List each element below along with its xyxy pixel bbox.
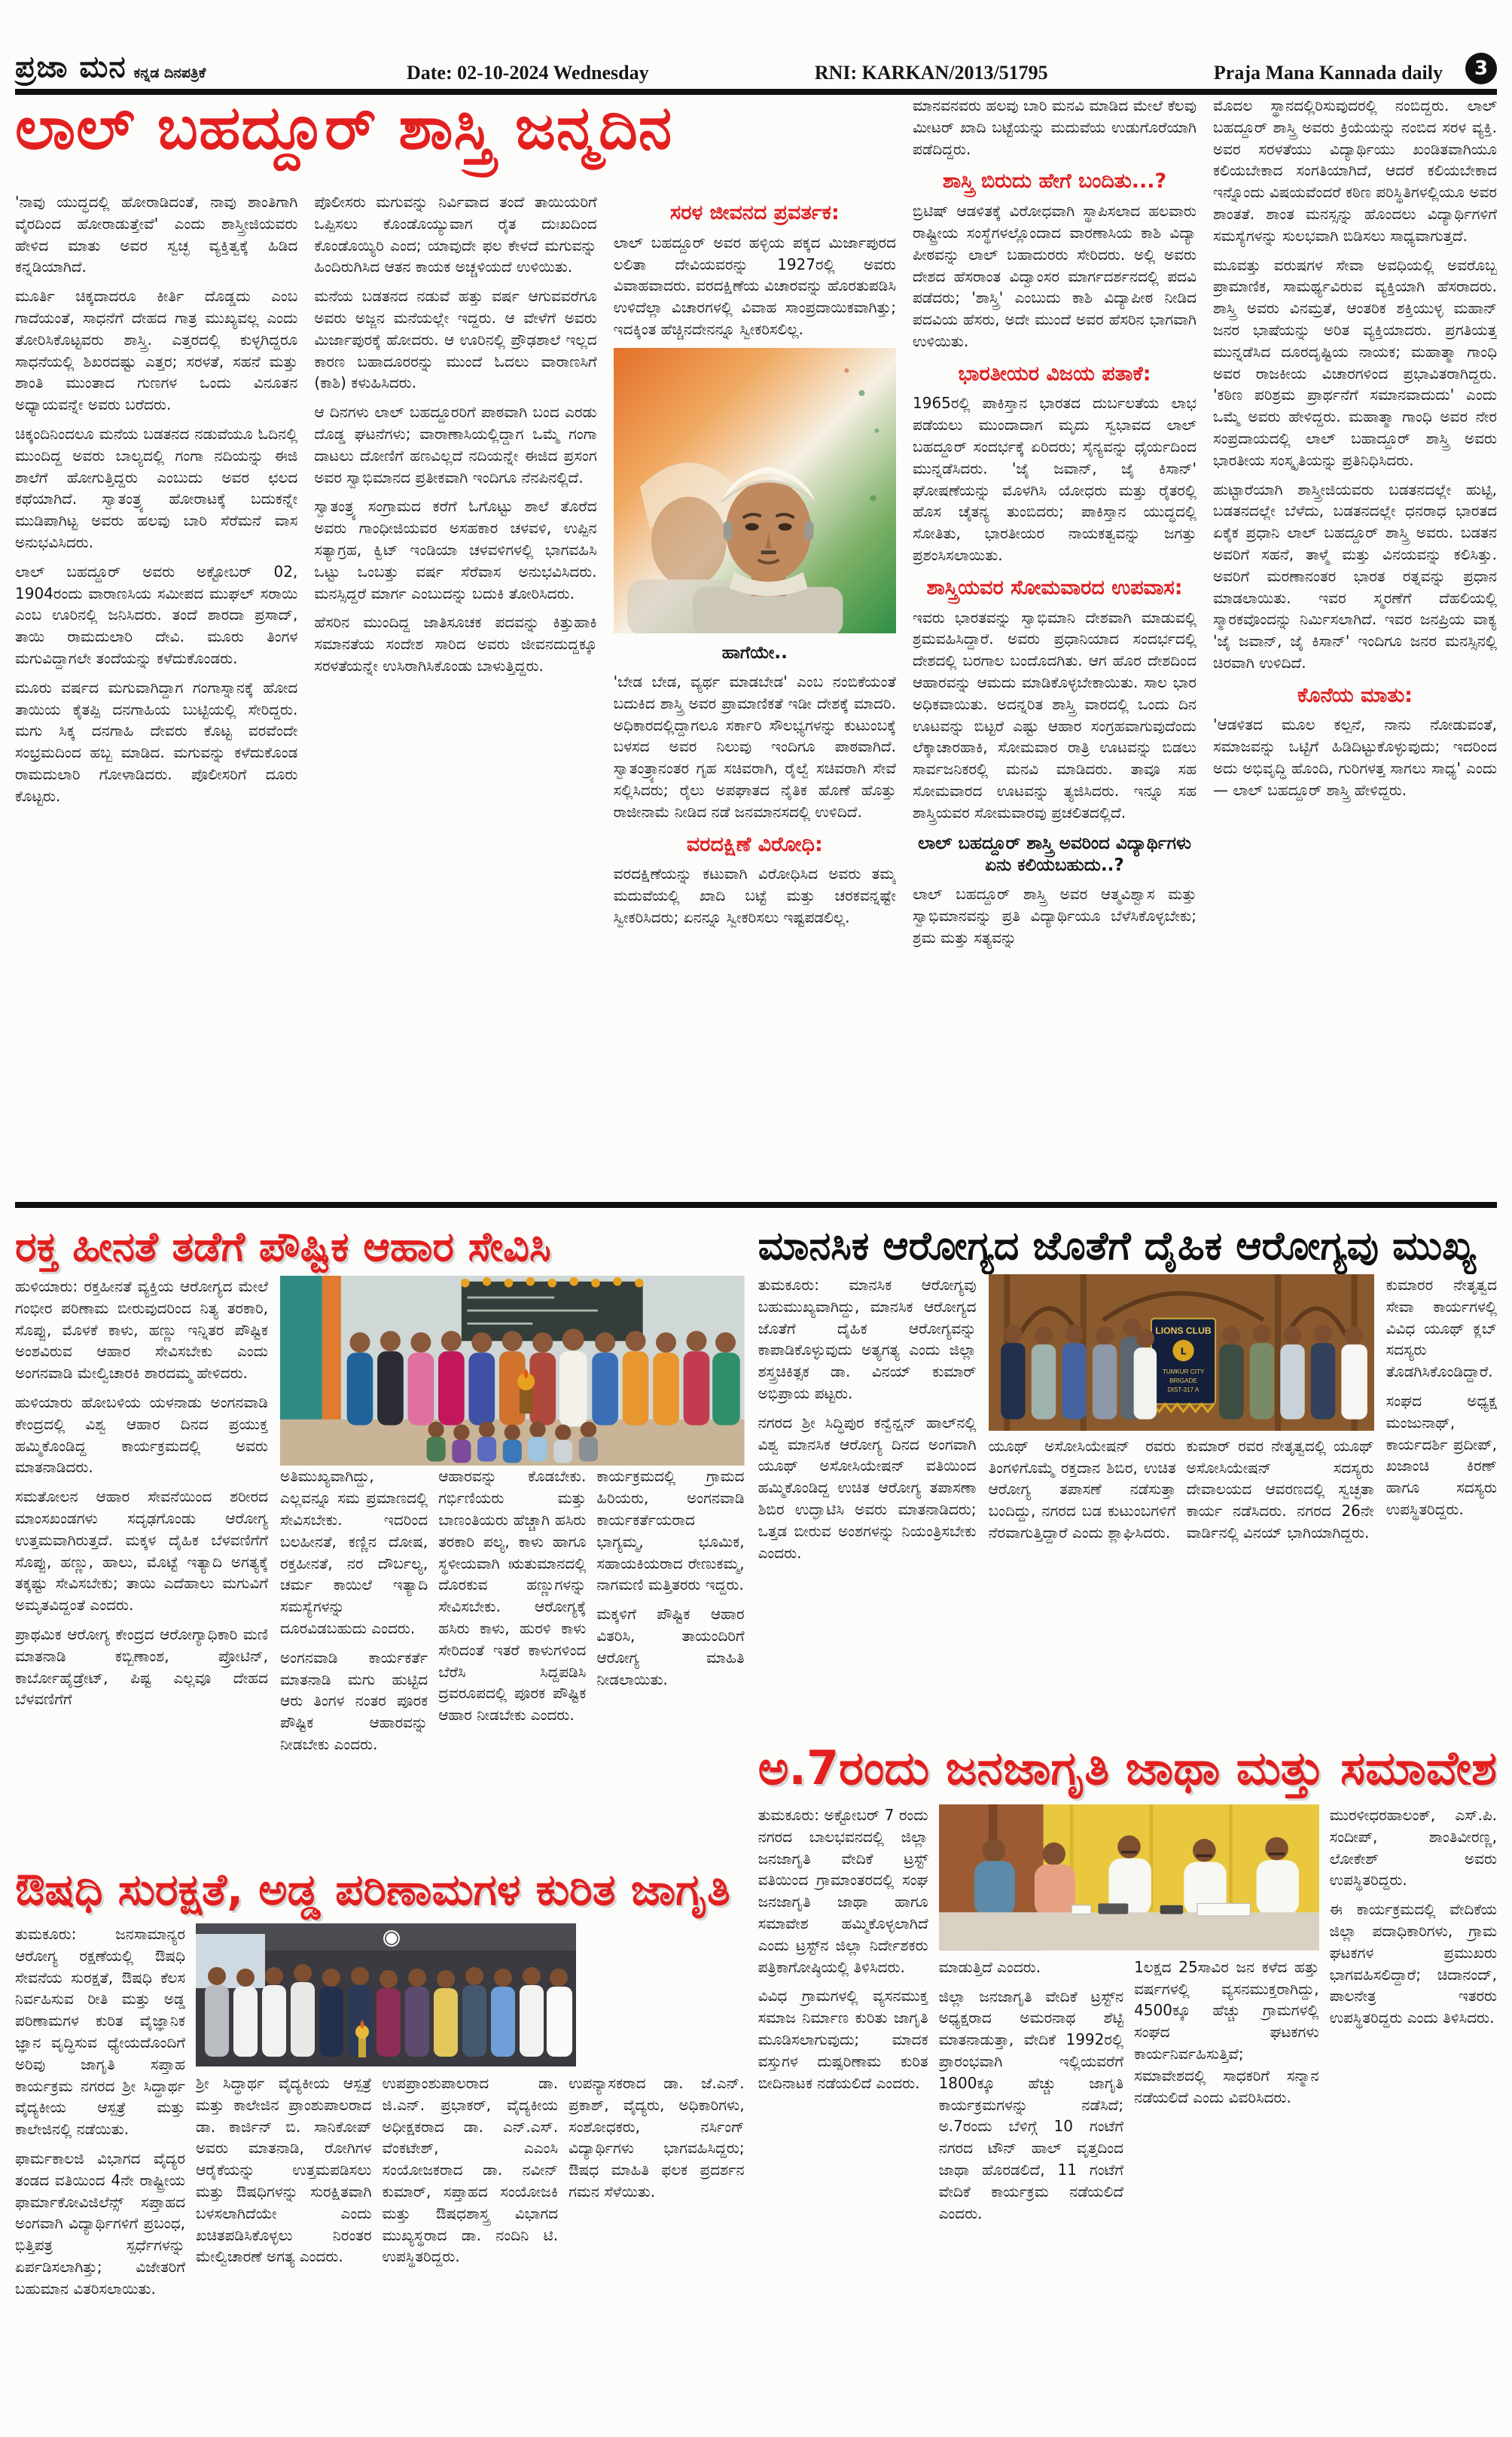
text-column: [989, 1435, 1176, 1726]
sub-heading: ಸರಳ ಜೀವನದ ಪ್ರವರ್ತಕ:: [669, 201, 840, 224]
photo-press-meet: [939, 1804, 1319, 1951]
paragraph: ಹೆಸರಿನ ಮುಂದಿದ್ದ ಜಾತಿಸೂಚಕ ಪದವನ್ನು ಕಿತ್ತುಹಾಕಿ ಸಮಾನತೆಯ ಸಂದೇಶ ಸಾರಿದ ಅವರು ಜೀವನದುದ್ದಕ್ಕೂ ಸರಳತೆಯನ್ನೇ ಉಸಿರಾಗಿಸಿಕೊಂಡು ಬಾಳುತ್ತಿದ್ದರು.: [314, 613, 597, 675]
sub-heading: ಕೊನೆಯ ಮಾತು:: [1297, 683, 1413, 707]
paragraph: ಸಂಘದ ಅಧ್ಯಕ್ಷ ಮಂಜುನಾಥ್, ಕಾರ್ಯದರ್ಶಿ ಪ್ರದೀಪ್, ಖಜಾಂಚಿ ಕಿರಣ್ ಹಾಗೂ ಸದಸ್ಯರು ಉಪಸ್ಥಿತರಿದ್ದರು.: [1385, 1391, 1497, 1518]
paragraph: 'ನಾವು ಯುದ್ಧದಲ್ಲಿ ಹೋರಾಡಿದಂತೆ, ನಾವು ಶಾಂತಿಗಾಗಿ ವೈರದಿಂದ ಹೋರಾಡುತ್ತೇವೆ' ಎಂದು ಶಾಸ್ತ್ರೀಜಿಯವರು ಹೇಳಿದ ಮಾತು ಅವರ ಸ್ವಚ್ಛ ವ್ಯಕ್ತಿತ್ವಕ್ಕೆ ಹಿಡಿದ ಕನ್ನಡಿಯಾಗಿದೆ.: [15, 193, 298, 276]
photo-anganwadi-group: [280, 1276, 745, 1466]
text-column: [15, 1923, 185, 2423]
paragraph: ಹುಳಿಯಾರು: ರಕ್ತಹೀನತೆ ವ್ಯಕ್ತಿಯ ಆರೋಗ್ಯದ ಮೇಲೆ ಗಂಭೀರ ಪರಿಣಾಮ ಬೀರುವುದರಿಂದ ನಿತ್ಯ ತರಕಾರಿ, ಸೊಪ್ಪು, ಮೊಳಕೆ ಕಾಳು, ಹಣ್ಣು ಇನ್ನಿತರ ಪೌಷ್ಟಿಕ ಅಂಶವಿರುವ ಆಹಾರ ಸೇವಿಸಬೇಕು ಎಂದು ಅಂಗನವಾಡಿ ಮೇಲ್ವಿಚಾರಕಿ ಶಾರದಮ್ಮ ಹೇಳಿದರು.: [15, 1277, 268, 1383]
paragraph: ಮೂರು ವರ್ಷದ ಮಗುವಾಗಿದ್ದಾಗ ಗಂಗಾಸ್ನಾನಕ್ಕೆ ಹೋದ ತಾಯಿಯ ಕೈತಪ್ಪಿ ದನಗಾಹಿಯ ಬುಟ್ಟಿಯಲ್ಲಿ ಸೇರಿದ್ದರು. ಮಗು ಸಿಕ್ಕ ದನಗಾಹಿ ದೇವರು ಕೊಟ್ಟ ವರವೆಂದೇ ಸಂಭ್ರಮದಿಂದ ಹಬ್ಬ ಮಾಡಿದ. ಮಗುವನ್ನು ಕಳೆದುಕೊಂಡ ರಾಮದುಲಾರಿ ಗೋಳಾಡಿದರು. ಪೊಲೀಸರಿಗೆ ದೂರು ಕೊಟ್ಟರು.: [15, 678, 298, 805]
text-column: [758, 1274, 977, 1726]
headline-medicine-safety: ಔಷಧಿ ಸುರಕ್ಷತೆ, ಅಡ್ಡ ಪರಿಣಾಮಗಳ ಕುರಿತ ಜಾಗೃತಿ: [15, 1864, 730, 1915]
text-column: [939, 1957, 1124, 2423]
masthead: [15, 42, 1497, 95]
paragraph: ಸ್ವಾತಂತ್ರ್ಯ ಸಂಗ್ರಾಮದ ಕರೆಗೆ ಓಗೊಟ್ಟು ಶಾಲೆ ತೊರೆದ ಅವರು ಗಾಂಧೀಜಿಯವರ ಅಸಹಕಾರ ಚಳವಳಿ, ಉಪ್ಪಿನ ಸತ್ಯಾಗ್ರಹ, ಕ್ವಿಟ್ ಇಂಡಿಯಾ ಚಳವಳಿಗಳಲ್ಲಿ ಭಾಗವಹಿಸಿ ಒಟ್ಟು ಒಂಬತ್ತು ವರ್ಷ ಸೆರೆವಾಸ ಅನುಭವಿಸಿದರು. ಮನಸ್ಸಿದ್ದರೆ ಮಾರ್ಗ ಎಂಬುದನ್ನು ಬದುಕಿ ತೋರಿಸಿದರು.: [314, 497, 597, 602]
svg-text:LIONS CLUB: LIONS CLUB: [1154, 1325, 1212, 1337]
paragraph: ಮೂರ್ತಿ ಚಿಕ್ಕದಾದರೂ ಕೀರ್ತಿ ದೊಡ್ಡದು ಎಂಬ ಗಾದೆಯಂತೆ, ಸಾಧನೆಗೆ ದೇಹದ ಗಾತ್ರ ಮುಖ್ಯವಲ್ಲ ಎಂದು ತೋರಿಸಿಕೊಟ್ಟವರು ಶಾಸ್ತ್ರಿ. ಎತ್ತರದಲ್ಲಿ ಕುಳ್ಳಗಿದ್ದರೂ ಸಾಧನೆಯಲ್ಲಿ ಶಿಖರದಷ್ಟು ಎತ್ತರ; ಸರಳತೆ, ಸಹನೆ ಮತ್ತು ಶಾಂತಿ ಮುಂತಾದ ಗುಣಗಳ ಒಂದು ವಿನೂತನ ಅಧ್ಯಾಯವನ್ನೇ ಅವರು ಬರೆದರು.: [15, 287, 298, 414]
paragraph: ಜಿಲ್ಲಾ ಜನಜಾಗೃತಿ ವೇದಿಕೆ ಟ್ರಸ್ಟ್‌ನ ಅಧ್ಯಕ್ಷರಾದ ಅಮರನಾಥ ಶೆಟ್ಟಿ ಮಾತನಾಡುತ್ತಾ, ವೇದಿಕೆ 1992ರಲ್ಲಿ ಪ್ರಾರಂಭವಾಗಿ ಇಲ್ಲಿಯವರೆಗೆ 1800ಕ್ಕೂ ಹೆಚ್ಚು ಜಾಗೃತಿ ಕಾರ್ಯಕ್ರಮಗಳನ್ನು ನಡೆಸಿದೆ; ಅ.7ರಂದು ಬೆಳಿಗ್ಗೆ 10 ಗಂಟೆಗೆ ನಗರದ ಟೌನ್ ಹಾಲ್ ವೃತ್ತದಿಂದ ಜಾಥಾ ಹೊರಡಲಿದೆ, 11 ಗಂಟೆಗೆ ವೇದಿಕೆ ಕಾರ್ಯಕ್ರಮ ನಡೆಯಲಿದೆ ಎಂದರು.: [938, 1987, 1124, 2222]
paragraph: ಆಹಾರವನ್ನು ಕೊಡಬೇಕು. ಗರ್ಭಿಣಿಯರು ಮತ್ತು ಬಾಣಂತಿಯರು ಹೆಚ್ಚಾಗಿ ಹಸಿರು ತರಕಾರಿ ಪಲ್ಯ, ಕಾಳು ಹಾಗೂ ಸ್ಥಳೀಯವಾಗಿ ಋತುಮಾನದಲ್ಲಿ ದೊರಕುವ ಹಣ್ಣುಗಳನ್ನು ಸೇವಿಸಬೇಕು. ಆರೋಗ್ಯಕ್ಕೆ ಹಸಿರು ಕಾಳು, ಹುರಳಿ ಕಾಳು ಸೇರಿದಂತೆ ಇತರೆ ಕಾಳುಗಳಿಂದ ಬೆರೆಸಿ ಸಿದ್ದಪಡಿಸಿ ದ್ರವರೂಪದಲ್ಲಿ ಪೂರಕ ಪೌಷ್ಟಿಕ ಆಹಾರ ನೀಡಬೇಕು ಎಂದರು.: [438, 1467, 587, 1725]
headline-anemia: ರಕ್ತ ಹೀನತೆ ತಡೆಗೆ ಪೌಷ್ಟಿಕ ಆಹಾರ ಸೇವಿಸಿ: [15, 1223, 551, 1270]
paragraph: ಲಾಲ್ ಬಹದ್ದೂರ್ ಶಾಸ್ತ್ರಿ ಅವರ ಆತ್ಮವಿಶ್ವಾಸ ಮತ್ತು ಸ್ವಾಭಿಮಾನವನ್ನು ಪ್ರತಿ ವಿದ್ಯಾರ್ಥಿಯೂ ಬೆಳೆಸಿಕೊಳ್ಳಬೇಕು; ಶ್ರಮ ಮತ್ತು ಸತ್ಯವನ್ನು: [913, 885, 1196, 947]
paragraph: ಉಪನ್ಯಾಸಕರಾದ ಡಾ. ಜೆ.ಎನ್. ಪ್ರಕಾಶ್, ವೈದ್ಯರು, ಅಧಿಕಾರಿಗಳು, ಸಂಶೋಧಕರು, ನರ್ಸಿಂಗ್ ವಿದ್ಯಾರ್ಥಿಗಳು ಭಾಗವಹಿಸಿದ್ದರು; ಔಷಧ ಮಾಹಿತಿ ಫಲಕ ಪ್ರದರ್ಶನ ಗಮನ ಸೆಳೆಯಿತು.: [569, 2074, 745, 2201]
paragraph: ಮೊದಲ ಸ್ಥಾನದಲ್ಲಿರಿಸುವುದರಲ್ಲಿ ನಂಬಿದ್ದರು. ಲಾಲ್ ಬಹದ್ದೂರ್ ಶಾಸ್ತ್ರಿ ಅವರು ಕ್ರಿಯೆಯನ್ನು ನಂಬಿದ ಸರಳ ವ್ಯಕ್ತಿ. ಅವರ ಸರಳತೆಯು ವಿದ್ಯಾರ್ಥಿಯು ಖಂಡಿತವಾಗಿಯೂ ಕಲಿಯಬೇಕಾದ ಸಂಗತಿಯಾಗಿದೆ, ಆದರೆ ಕಲಿಯಬೇಕಾದ ಇನ್ನೊಂದು ವಿಷಯವೆಂದರೆ ಕಠಿಣ ಪರಿಸ್ಥಿತಿಗಳಲ್ಲಿಯೂ ಅವರ ಶಾಂತತೆ. ಶಾಂತ ಮನಸ್ಸನ್ನು ಹೊಂದಲು ವಿದ್ಯಾರ್ಥಿಗಳಿಗೆ ಸಮಸ್ಯೆಗಳನ್ನು ಸುಲಭವಾಗಿ ಬಿಡಿಸಲು ಸಾಧ್ಯವಾಗುತ್ತದೆ.: [1213, 96, 1497, 245]
paragraph: ಸಮತೋಲನ ಆಹಾರ ಸೇವನೆಯಿಂದ ಶರೀರದ ಮಾಂಸಖಂಡಗಳು ಸದೃಢಗೊಂಡು ಆರೋಗ್ಯ ಉತ್ತಮವಾಗಿರುತ್ತದೆ. ಮಕ್ಕಳ ದೈಹಿಕ ಬೆಳವಣಿಗೆಗೆ ಸೊಪ್ಪು, ಹಣ್ಣು, ಹಾಲು, ಮೊಟ್ಟೆ ಇತ್ಯಾದಿ ಅಗತ್ಯಕ್ಕೆ ತಕ್ಕಷ್ಟು ಸೇವಿಸಬೇಕು; ತಾಯಿ ಎದೆಹಾಲು ಮಗುವಿಗೆ ಅಮೃತವಿದ್ದಂತೆ ಎಂದರು.: [15, 1487, 268, 1615]
article-shastri-birthday: [15, 95, 1497, 1194]
paragraph: ಆ ದಿನಗಳು ಲಾಲ್ ಬಹದ್ದೂರರಿಗೆ ಪಾಠವಾಗಿ ಬಂದ ಎರಡು ದೊಡ್ಡ ಘಟನೆಗಳು; ವಾರಾಣಾಸಿಯಲ್ಲಿದ್ದಾಗ ಒಮ್ಮೆ ಗಂಗಾ ದಾಟಲು ದೋಣಿಗೆ ಹಣವಿಲ್ಲದೆ ನದಿಯನ್ನೇ ಈಜಿದ ಪ್ರಸಂಗ ಅವರ ಸ್ವಾಭಿಮಾನದ ಪ್ರತೀಕವಾಗಿ ಇಂದಿಗೂ ನೆನಪಿನಲ್ಲಿದೆ.: [314, 403, 597, 486]
newspaper-logo: [15, 50, 407, 84]
paragraph: ಕುಮಾರ್ ರವರ ನೇತೃತ್ವದಲ್ಲಿ ಯೂಥ್ ಅಸೋಸಿಯೇಷನ್ ಸದಸ್ಯರು ದೇವಾಲಯದ ಆವರಣದಲ್ಲಿ ಸ್ವಚ್ಛತಾ ಕಾರ್ಯ ನಡೆಸಿದರು. ನಗರದ 26ನೇ ವಾರ್ಡಿನಲ್ಲಿ ವಿನಯ್ ಭಾಗಿಯಾಗಿದ್ದರು.: [1186, 1436, 1374, 1542]
paragraph: ಮಾಡುತ್ತಿದೆ ಎಂದರು.: [938, 1957, 1041, 1976]
text-column: [758, 1804, 928, 2423]
paragraph: ಬ್ರಿಟಿಷ್ ಆಡಳಿತಕ್ಕೆ ವಿರೋಧವಾಗಿ ಸ್ಥಾಪಿಸಲಾದ ಹಲವಾರು ರಾಷ್ಟ್ರೀಯ ಸಂಸ್ಥೆಗಳಲ್ಲೊಂದಾದ ವಾರಣಾಸಿಯ ಕಾಶಿ ವಿದ್ಯಾ ಪೀಠವನ್ನು ಲಾಲ್ ಬಹಾದುರರು ಸೇರಿದರು. ಅಲ್ಲಿ ಅವರು ದೇಶದ ಹೆಸರಾಂತ ವಿದ್ವಾಂಸರ ಮಾರ್ಗದರ್ಶನದಲ್ಲಿ ಪದವಿ ಪಡೆದರು; 'ಶಾಸ್ತ್ರಿ' ಎಂಬುದು ಕಾಶಿ ವಿದ್ಯಾಪೀಠ ನೀಡಿದ ಪದವಿಯ ಹೆಸರು, ಅದೇ ಮುಂದೆ ಅವರ ಹೆಸರಿನ ಭಾಗವಾಗಿ ಉಳಿಯಿತು.: [913, 202, 1196, 350]
text-column: [15, 1276, 268, 1848]
sub-heading: ಭಾರತೀಯರ ವಿಜಯ ಪತಾಕೆ:: [958, 361, 1151, 386]
article-medicine-safety: [15, 1848, 745, 2423]
paragraph: ಲಾಲ್ ಬಹದ್ದೂರ್ ಅವರು ಅಕ್ಟೋಬರ್ 02, 1904ರಂದು ವಾರಾಣಸಿಯ ಸಮೀಪದ ಮುಘಲ್ ಸರಾಯಿ ಎಂಬ ಊರಿನಲ್ಲಿ ಜನಿಸಿದರು. ತಂದೆ ಶಾರದಾ ಪ್ರಸಾದ್, ತಾಯಿ ರಾಮದುಲಾರಿ ದೇವಿ. ಮೂರು ತಿಂಗಳ ಮಗುವಿದ್ದಾಗಲೇ ತಂದೆಯನ್ನು ಕಳೆದುಕೊಂಡರು.: [15, 562, 298, 667]
rni-label: RNI: KARKAN/2013/51795: [814, 62, 1048, 84]
headline-jatha: ಅ.7ರಂದು ಜನಜಾಗೃತಿ ಜಾಥಾ ಮತ್ತು ಸಮಾವೇಶ: [758, 1740, 1497, 1795]
headline-shastri: ಲಾಲ್ ಬಹದ್ದೂರ್ ಶಾಸ್ತ್ರಿ ಜನ್ಮದಿನ: [15, 95, 673, 163]
paragraph: ಮೂವತ್ತು ವರುಷಗಳ ಸೇವಾ ಅವಧಿಯಲ್ಲಿ ಅವರೊಬ್ಬ ಪ್ರಾಮಾಣಿಕ, ಸಾಮರ್ಥ್ಯವಿರುವ ವ್ಯಕ್ತಿಯಾಗಿ ಹೆಸರಾದರು. ಶಾಸ್ತ್ರಿ ಅವರು ವಿನಮ್ರತೆ, ಆಂತರಿಕ ಶಕ್ತಿಯುಳ್ಳ ಮಹಾನ್ ಜನರ ಭಾಷೆಯನ್ನು ಅರಿತ ವ್ಯಕ್ತಿಯಾದರು. ಪ್ರಗತಿಯತ್ತ ಮುನ್ನಡೆಸಿದ ದೂರದೃಷ್ಟಿಯ ನಾಯಕ; ಮಹಾತ್ಮಾ ಗಾಂಧಿ ಅವರ ರಾಜಕೀಯ ವಿಚಾರಗಳಿಂದ ಪ್ರಭಾವಿತರಾಗಿದ್ದರು. 'ಕಠಿಣ ಪರಿಶ್ರಮ ಪ್ರಾರ್ಥನೆಗೆ ಸಮಾನವಾದುದು' ಎಂದು ಒಮ್ಮೆ ಅವರು ಹೇಳಿದ್ದರು. ಮಹಾತ್ಮಾ ಗಾಂಧಿ ಅವರ ನೇರ ಸಂಪ್ರದಾಯದಲ್ಲಿ ಲಾಲ್ ಬಹಾದ್ದೂರ್ ಶಾಸ್ತ್ರಿ ಅವರು ಭಾರತೀಯ ಸಂಸ್ಕೃತಿಯನ್ನು ಪ್ರತಿನಿಧಿಸಿದರು.: [1213, 255, 1497, 469]
paragraph: ಪ್ರಾಥಮಿಕ ಆರೋಗ್ಯ ಕೇಂದ್ರದ ಆರೋಗ್ಯಾಧಿಕಾರಿ ಮಣಿ ಮಾತನಾಡಿ ಕಬ್ಬಿಣಾಂಶ, ಪ್ರೋಟಿನ್, ಕಾರ್ಬೋಹೈಡ್ರೇಟ್, ಪಿಷ್ಟ ಎಲ್ಲವೂ ದೇಹದ ಬೆಳವಣಿಗೆಗೆ: [15, 1624, 268, 1709]
paragraph: ನಗರದ ಶ್ರೀ ಸಿದ್ಧಿಪುರ ಕನ್ವೆನ್ಷನ್ ಹಾಲ್‌ನಲ್ಲಿ ವಿಶ್ವ ಮಾನಸಿಕ ಆರೋಗ್ಯ ದಿನದ ಅಂಗವಾಗಿ ಯೂಥ್ ಅಸೋಸಿಯೇಷನ್ ವತಿಯಿಂದ ಹಮ್ಮಿಕೊಂಡಿದ್ದ ಉಚಿತ ಆರೋಗ್ಯ ತಪಾಸಣಾ ಶಿಬಿರ ಉದ್ಘಾಟಿಸಿ ಅವರು ಮಾತನಾಡಿದರು; ಒತ್ತಡ ಬೀರುವ ಅಂಶಗಳನ್ನು ನಿಯಂತ್ರಿಸಬೇಕು ಎಂದರು.: [758, 1413, 977, 1562]
date-label: Date: 02-10-2024 Wednesday: [407, 62, 649, 84]
text-column: [1386, 1274, 1497, 1726]
lower-sections: [15, 1218, 1497, 2423]
text-column: [314, 191, 596, 1194]
text-column: [913, 95, 1196, 1194]
paragraph: ಈ ಕಾರ್ಯಕ್ರಮದಲ್ಲಿ ವೇದಿಕೆಯ ಜಿಲ್ಲಾ ಪದಾಧಿಕಾರಿಗಳು, ಗ್ರಾಮ ಘಟಕಗಳ ಪ್ರಮುಖರು ಭಾಗವಹಿಸಲಿದ್ದಾರೆ; ಚಿದಾನಂದ್, ಪಾಲನೇತ್ರ ಇತರರು ಉಪಸ್ಥಿತರಿದ್ದರು ಎಂದು ತಿಳಿಸಿದರು.: [1329, 1900, 1497, 2027]
paragraph: ಅಂಗನವಾಡಿ ಕಾರ್ಯಕರ್ತೆ ಮಾತನಾಡಿ ಮಗು ಹುಟ್ಟಿದ ಆರು ತಿಂಗಳ ನಂತರ ಪೂರಕ ಪೌಷ್ಟಿಕ ಆಹಾರವನ್ನು ನೀಡಬೇಕು ಎಂದರು.: [280, 1648, 428, 1753]
article-mental-health: [758, 1218, 1497, 1726]
lions-banner: [1151, 1319, 1215, 1412]
paragraph: ಪೊಲೀಸರು ಮಗುವನ್ನು ನಿರ್ವಿವಾದ ತಂದೆ ತಾಯಿಯರಿಗೆ ಒಪ್ಪಿಸಲು ಕೊಂಡೊಯ್ಯುವಾಗ ರೈತ ದುಃಖದಿಂದ ಕೊಂಡೊಯ್ಯಿರಿ ಎಂದ; ಯಾವುದೇ ಫಲ ಕೇಳದೆ ಮಗುವನ್ನು ಹಿಂದಿರುಗಿಸಿದ ಆತನ ಕಾಯಕ ಅಚ್ಚಳಿಯದೆ ಉಳಿಯಿತು.: [314, 193, 597, 276]
text-column: [280, 1466, 428, 1848]
article-shastri-left: [15, 95, 896, 1194]
text-column: [383, 2073, 559, 2423]
paragraph: ಕುಮಾರರ ನೇತೃತ್ವದ ಸೇವಾ ಕಾರ್ಯಗಳಲ್ಲಿ ವಿವಿಧ ಯೂಥ್ ಕ್ಲಬ್ ಸದಸ್ಯರು ತೊಡಗಿಸಿಕೊಂಡಿದ್ದಾರೆ.: [1385, 1276, 1497, 1381]
text-column: [196, 2073, 372, 2423]
paragraph: ಉಪಪ್ರಾಂಶುಪಾಲರಾದ ಡಾ. ಜಿ.ಎನ್. ಪ್ರಭಾಕರ್, ವೈದ್ಯಕೀಯ ಅಧೀಕ್ಷಕರಾದ ಡಾ. ಎನ್.ಎಸ್. ವೆಂಕಟೇಶ್, ಎಎಂಸಿ ಸಂಯೋಜಕರಾದ ಡಾ. ನವೀನ್ ಕುಮಾರ್, ಸಪ್ತಾಹದ ಸಂಯೋಜಕಿ ಮತ್ತು ಔಷಧಶಾಸ್ತ್ರ ವಿಭಾಗದ ಮುಖ್ಯಸ್ಥರಾದ ಡಾ. ನಂದಿನಿ ಟಿ. ಉಪಸ್ಥಿತರಿದ್ದರು.: [382, 2074, 559, 2266]
text-column: [1134, 1957, 1319, 2423]
headline-mental-health: ಮಾನಸಿಕ ಆರೋಗ್ಯದ ಜೊತೆಗೆ ದೈಹಿಕ ಆರೋಗ್ಯವು ಮುಖ್ಯ: [758, 1224, 1477, 1269]
paragraph: ತುಮಕೂರು: ಮಾನಸಿಕ ಆರೋಗ್ಯವು ಬಹುಮುಖ್ಯವಾಗಿದ್ದು, ಮಾನಸಿಕ ಆರೋಗ್ಯದ ಜೊತೆಗೆ ದೈಹಿಕ ಆರೋಗ್ಯವನ್ನು ಕಾಪಾಡಿಕೊಳ್ಳುವುದು ಅತ್ಯಗತ್ಯ ಎಂದು ಜಿಲ್ಲಾ ಶಸ್ತ್ರಚಿಕಿತ್ಸಕ ಡಾ. ವಿನಯ್ ಕುಮಾರ್ ಅಭಿಪ್ರಾಯ ಪಟ್ಟರು.: [758, 1276, 977, 1402]
paragraph: ಚಿಕ್ಕಂದಿನಿಂದಲೂ ಮನೆಯ ಬಡತನದ ನಡುವೆಯೂ ಓದಿನಲ್ಲಿ ಮುಂದಿದ್ದ ಅವರು ಬಾಲ್ಯದಲ್ಲಿ ಗಂಗಾ ನದಿಯನ್ನು ಈಜಿ ಶಾಲೆಗೆ ಹೋಗುತ್ತಿದ್ದರು ಎಂಬುದು ಅವರ ಛಲದ ಕಥೆಯಾಗಿದೆ. ಸ್ವಾತಂತ್ರ್ಯ ಹೋರಾಟಕ್ಕೆ ಬದುಕನ್ನೇ ಮುಡಿಪಾಗಿಟ್ಟ ಅವರು ಹಲವು ಬಾರಿ ಸೆರೆಮನೆ ವಾಸ ಅನುಭವಿಸಿದರು.: [15, 424, 298, 551]
shastri-columns-left: [15, 191, 896, 1194]
paragraph: ಕಾರ್ಯಕ್ರಮದಲ್ಲಿ ಗ್ರಾಮದ ಹಿರಿಯರು, ಅಂಗನವಾಡಿ ಕಾರ್ಯಕರ್ತೆಯರಾದ ಭಾಗ್ಯಮ್ಮ, ಭೂಮಿಕ, ಸಹಾಯಕಿಯರಾದ ರೇಣುಕಮ್ಮ, ನಾಗಮಣಿ ಮತ್ತಿತರರು ಇದ್ದರು.: [596, 1467, 745, 1594]
page-number-badge: 3: [1465, 53, 1497, 84]
text-column: [596, 1466, 744, 1848]
svg-text:DIST-317 A: DIST-317 A: [1167, 1386, 1199, 1394]
shastri-columns-right: [913, 95, 1497, 1194]
paragraph: ವರದಕ್ಷಿಣೆಯನ್ನು ಕಟುವಾಗಿ ವಿರೋಧಿಸಿದ ಅವರು ತಮ್ಮ ಮದುವೆಯಲ್ಲಿ ಖಾದಿ ಬಟ್ಟೆ ಮತ್ತು ಚರಕವನ್ನಷ್ಟೇ ಸ್ವೀಕರಿಸಿದರು; ಏನನ್ನೂ ಸ್ವೀಕರಿಸಲು ಇಷ್ಟಪಡಲಿಲ್ಲ.: [613, 865, 896, 926]
sub-heading: ವರದಕ್ಷಿಣೆ ವಿರೋಧಿ:: [686, 832, 823, 856]
paragraph: ಯೂಥ್ ಅಸೋಸಿಯೇಷನ್ ರವರು ತಿಂಗಳಿಗೊಮ್ಮೆ ರಕ್ತದಾನ ಶಿಬಿರ, ಉಚಿತ ಆರೋಗ್ಯ ತಪಾಸಣೆ ನಡೆಸುತ್ತಾ ಬಂದಿದ್ದು, ನಗರದ ಬಡ ಕುಟುಂಬಗಳಿಗೆ ನೆರವಾಗುತ್ತಿದ್ದಾರೆ ಎಂದು ಶ್ಲಾಘಿಸಿದರು.: [988, 1436, 1176, 1542]
photo-shastri-portrait: [614, 348, 896, 633]
right-half: [758, 1218, 1497, 2423]
photo-lions-club-group: [989, 1274, 1374, 1431]
paragraph: 'ಬೇಡ ಬೇಡ, ವ್ಯರ್ಥ ಮಾಡಬೇಡ' ಎಂಬ ನಂಬಿಕೆಯಂತೆ ಬದುಕಿದ ಶಾಸ್ತ್ರಿ ಅವರ ಪ್ರಾಮಾಣಿಕತೆ ಇಡೀ ದೇಶಕ್ಕೆ ಮಾದರಿ. ಅಧಿಕಾರದಲ್ಲಿದ್ದಾಗಲೂ ಸರ್ಕಾರಿ ಸೌಲಭ್ಯಗಳನ್ನು ಕುಟುಂಬಕ್ಕೆ ಬಳಸದ ಅವರ ನಿಲುವು ಇಂದಿಗೂ ಪಾಠವಾಗಿದೆ. ಸ್ವಾತಂತ್ರ್ಯಾನಂತರ ಗೃಹ ಸಚಿವರಾಗಿ, ರೈಲ್ವೆ ಸಚಿವರಾಗಿ ಸೇವೆ ಸಲ್ಲಿಸಿದರು; ರೈಲು ಅಪಘಾತದ ನೈತಿಕ ಹೊಣೆ ಹೊತ್ತು ರಾಜೀನಾಮೆ ನೀಡಿದ ನಡೆ ಜನಮಾನಸದಲ್ಲಿ ಉಳಿದಿದೆ.: [613, 672, 896, 821]
logo-text: ಪ್ರಜಾ ಮನ: [15, 50, 127, 84]
paragraph: ಹುಳಿಯಾರು ಹೋಬಳಿಯ ಯಳನಾಡು ಅಂಗನವಾಡಿ ಕೇಂದ್ರದಲ್ಲಿ ವಿಶ್ವ ಆಹಾರ ದಿನದ ಪ್ರಯುಕ್ತ ಹಮ್ಮಿಕೊಂಡಿದ್ದ ಕಾರ್ಯಕ್ರಮದಲ್ಲಿ ಅವರು ಮಾತನಾಡಿದರು.: [15, 1392, 268, 1477]
logo-subtitle: ಕನ್ನಡ ದಿನಪತ್ರಿಕೆ: [133, 65, 206, 81]
article-janajagruti-jatha: [758, 1726, 1497, 2423]
paragraph: 'ಆಡಳಿತದ ಮೂಲ ಕಲ್ಪನೆ, ನಾನು ನೋಡುವಂತೆ, ಸಮಾಜವನ್ನು ಒಟ್ಟಿಗೆ ಹಿಡಿದಿಟ್ಟುಕೊಳ್ಳುವುದು; ಇದರಿಂದ ಅದು ಅಭಿವೃದ್ಧಿ ಹೊಂದಿ, ಗುರಿಗಳತ್ತ ಸಾಗಲು ಸಾಧ್ಯ' ಎಂದು — ಲಾಲ್ ಬಹದ್ದೂರ್ ಶಾಸ್ತ್ರಿ ಹೇಳಿದ್ದರು.: [1213, 715, 1497, 799]
svg-text:BRIGADE: BRIGADE: [1169, 1377, 1197, 1384]
paper-name-label: Praja Mana Kannada daily: [1213, 62, 1443, 84]
paragraph: ಹುಟ್ಟಾರೆಯಾಗಿ ಶಾಸ್ತ್ರೀಜಿಯವರು ಬಡತನದಲ್ಲೇ ಹುಟ್ಟಿ, ಬಡತನದಲ್ಲೇ ಬೆಳೆದು, ಬಡತನದಲ್ಲೇ ಧನರಾಧ ಭಾರತದ ಏಕೈಕ ಪ್ರಧಾನಿ ಲಾಲ್ ಬಹದ್ದೂರ್ ಶಾಸ್ತ್ರಿ ಅವರು. ಬಡತನ ಅವರಿಗೆ ಸಹನೆ, ತಾಳ್ಮೆ ಮತ್ತು ವಿನಯವನ್ನು ಕಲಿಸಿತ್ತು. ಅವರಿಗೆ ಮರಣಾನಂತರ ಭಾರತ ರತ್ನವನ್ನು ಪ್ರಧಾನ ಮಾಡಲಾಯಿತು. ಇವರ ಸ್ಮರಣೆಗೆ ದೆಹಲಿಯಲ್ಲಿ ಸ್ಮಾರಕವೊಂದನ್ನು ನಿರ್ಮಿಸಲಾಗಿದೆ. ಇವರ ಜನಪ್ರಿಯ ವಾಕ್ಯ 'ಜೈ ಜವಾನ್, ಜೈ ಕಿಸಾನ್' ಇಂದಿಗೂ ಜನರ ಮನಸ್ಸಿನಲ್ಲಿ ಚಿರವಾಗಿ ಉಳಿದಿದೆ.: [1213, 480, 1497, 672]
svg-text:L: L: [1180, 1346, 1186, 1357]
text-column: [1187, 1435, 1374, 1726]
sub-heading: ಲಾಲ್ ಬಹದ್ದೂರ್ ಶಾಸ್ತ್ರಿ ಅವರಿಂದ ವಿದ್ಯಾರ್ಥಿಗಳು ಏನು ಕಲಿಯಬಹುದು..?: [918, 833, 1191, 876]
article-anemia: [15, 1218, 745, 1848]
paragraph: ತುಮಕೂರು: ಅಕ್ಟೋಬರ್ 7 ರಂದು ನಗರದ ಬಾಲಭವನದಲ್ಲಿ ಜಿಲ್ಲಾ ಜನಜಾಗೃತಿ ವೇದಿಕೆ ಟ್ರಸ್ಟ್ ವತಿಯಿಂದ ಗ್ರಾಮಾಂತರದಲ್ಲಿ ಸಂಘ ಜನಜಾಗೃತಿ ಜಾಥಾ ಹಾಗೂ ಸಮಾವೇಶ ಹಮ್ಮಿಕೊಳ್ಳಲಾಗಿದೆ ಎಂದು ಟ್ರಸ್ಟ್‌ನ ಜಿಲ್ಲಾ ನಿರ್ದೇಶಕರು ಪತ್ರಿಕಾಗೋಷ್ಠಿಯಲ್ಲಿ ತಿಳಿಸಿದರು.: [758, 1806, 928, 1976]
paragraph: ಫಾರ್ಮಕಾಲಜಿ ವಿಭಾಗದ ವೈದ್ಯರ ತಂಡದ ವತಿಯಿಂದ 4ನೇ ರಾಷ್ಟ್ರೀಯ ಫಾರ್ಮಾಕೋವಿಜಿಲೆನ್ಸ್ ಸಪ್ತಾಹದ ಅಂಗವಾಗಿ ವಿದ್ಯಾರ್ಥಿಗಳಿಗೆ ಪ್ರಬಂಧ, ಭಿತ್ತಿಪತ್ರ ಸ್ಪರ್ಧೆಗಳನ್ನು ಏರ್ಪಡಿಸಲಾಗಿತ್ತು; ವಿಜೇತರಿಗೆ ಬಹುಮಾನ ವಿತರಿಸಲಾಯಿತು.: [15, 2149, 185, 2298]
paragraph: 1ಲಕ್ಷದ 25ಸಾವಿರ ಜನ ಕಳೆದ ಹತ್ತು ವರ್ಷಗಳಲ್ಲಿ ವ್ಯಸನಮುಕ್ತರಾಗಿದ್ದು, 4500ಕ್ಕೂ ಹೆಚ್ಚು ಗ್ರಾಮಗಳಲ್ಲಿ ಸಂಘದ ಘಟಕಗಳು ಕಾರ್ಯನಿರ್ವಹಿಸುತ್ತಿವೆ; ಸಮಾವೇಶದಲ್ಲಿ ಸಾಧಕರಿಗೆ ಸನ್ಮಾನ ನಡೆಯಲಿದೆ ಎಂದು ವಿವರಿಸಿದರು.: [1134, 1957, 1319, 2106]
paragraph: ಮಕ್ಕಳಿಗೆ ಪೌಷ್ಟಿಕ ಆಹಾರ ವಿತರಿಸಿ, ತಾಯಂದಿರಿಗೆ ಆರೋಗ್ಯ ಮಾಹಿತಿ ನೀಡಲಾಯಿತು.: [596, 1605, 745, 1688]
text-column: [614, 191, 896, 1194]
svg-text:TUMKUR CITY: TUMKUR CITY: [1162, 1368, 1204, 1375]
paragraph: ಅತಿಮುಖ್ಯವಾಗಿದ್ದು, ಎಲ್ಲವನ್ನೂ ಸಮ ಪ್ರಮಾಣದಲ್ಲಿ ಸೇವಿಸಬೇಕು. ಇದರಿಂದ ಬಲಹೀನತೆ, ಕಣ್ಣಿನ ದೋಷ, ರಕ್ತಹೀನತೆ, ನರ ದೌರ್ಬಲ್ಯ, ಚರ್ಮ ಕಾಯಿಲೆ ಇತ್ಯಾದಿ ಸಮಸ್ಯೆಗಳನ್ನು ದೂರವಿಡಬಹುದು ಎಂದರು.: [280, 1467, 428, 1637]
masthead-info-row: [407, 62, 1443, 84]
sub-heading: ಶಾಸ್ತ್ರಿ ಬಿರುದು ಹೇಗೆ ಬಂದಿತು...?: [942, 169, 1167, 194]
text-column: [15, 191, 297, 1194]
paragraph: ತುಮಕೂರು: ಜನಸಾಮಾನ್ಯರ ಆರೋಗ್ಯ ರಕ್ಷಣೆಯಲ್ಲಿ ಔಷಧಿ ಸೇವನೆಯ ಸುರಕ್ಷತೆ, ಔಷಧಿ ಕೆಲಸ ನಿರ್ವಹಿಸುವ ರೀತಿ ಮತ್ತು ಅಡ್ಡ ಪರಿಣಾಮಗಳ ಕುರಿತ ವೈಜ್ಞಾನಿಕ ಜ್ಞಾನ ವೃದ್ಧಿಸುವ ಧ್ಯೇಯದೊಂದಿಗೆ ಅರಿವು ಜಾಗೃತಿ ಸಪ್ತಾಹ ಕಾರ್ಯಕ್ರಮ ನಗರದ ಶ್ರೀ ಸಿದ್ಧಾರ್ಥ ವೈದ್ಯಕೀಯ ಆಸ್ಪತ್ರೆ ಮತ್ತು ಕಾ‌ಲೇಜಿನಲ್ಲಿ ನಡೆಯಿತು.: [15, 1925, 185, 2139]
photo-medical-college-group: [196, 1923, 576, 2066]
text-column: [1330, 1804, 1497, 2423]
paragraph: ಮಾನವನವರು ಹಲವು ಬಾರಿ ಮನವಿ ಮಾಡಿದ ಮೇಲೆ ಕೆಲವು ಮೀಟರ್ ಖಾದಿ ಬಟ್ಟೆಯನ್ನು ಮದುವೆಯ ಉಡುಗೊರೆಯಾಗಿ ಪಡೆದಿದ್ದರು.: [913, 96, 1196, 158]
text-column: [569, 2073, 745, 2423]
left-half: [15, 1218, 745, 2423]
text-column: [1213, 95, 1497, 1194]
paragraph: ಇವರು ಭಾರತವನ್ನು ಸ್ವಾಭಿಮಾನಿ ದೇಶವಾಗಿ ಮಾಡುವಲ್ಲಿ ಶ್ರಮವಹಿಸಿದ್ದಾರೆ. ಅವರು ಪ್ರಧಾನಿಯಾದ ಸಂದರ್ಭದಲ್ಲಿ ದೇಶದಲ್ಲಿ ಬರಗಾಲ ಬಂದೊದಗಿತು. ಆಗ ಹೊರ ದೇಶದಿಂದ ಆಹಾರವನ್ನು ಆಮದು ಮಾಡಿಕೊಳ್ಳಬೇಕಾಯಿತು. ಸಾಲ ಭಾರ ಅಧಿಕವಾಯಿತು. ಅದನ್ನರಿತ ಶಾಸ್ತ್ರಿ ವಾರದಲ್ಲಿ ಒಂದು ದಿನ ಊಟವನ್ನು ಬಿಟ್ಟರೆ ಎಷ್ಟು ಆಹಾರ ಸಂಗ್ರಹವಾಗುವುದೆಂದು ಲೆಕ್ಕಾಚಾರಹಾಕಿ, ಸೋಮವಾರ ರಾತ್ರಿ ಊಟವನ್ನು ಬಿಡಲು ಸಾರ್ವಜನಿಕರಲ್ಲಿ ಮನವಿ ಮಾಡಿದರು. ತಾವೂ ಸಹ ಸೋಮವಾರದ ಊಟವನ್ನು ತ್ಯಜಿಸಿದರು. ಇನ್ನೂ ಸಹ ಶಾಸ್ತ್ರಿಯವರ ಸೋಮವಾರವು ಪ್ರಚಲಿತದಲ್ಲಿದೆ.: [913, 608, 1196, 822]
text-column: [438, 1466, 586, 1848]
sub-heading: ಶಾಸ್ತ್ರಿಯವರ ಸೋಮವಾರದ ಉಪವಾಸ:: [926, 575, 1183, 599]
sub-heading: ಹಾಗೆಯೇ..: [721, 643, 788, 663]
section-divider-rule: [15, 1202, 1497, 1208]
paragraph: ಶ್ರೀ ಸಿದ್ಧಾರ್ಥ ವೈದ್ಯಕೀಯ ಆಸ್ಪತ್ರೆ ಮತ್ತು ಕಾಲೇಜಿನ ಪ್ರಾಂಶುಪಾಲರಾದ ಡಾ. ಕಾರ್ಜಿನ್ ಬಿ. ಸಾನಿಕೋಪ್ ಅವರು ಮಾತನಾಡಿ, ರೋಗಿಗಳ ಆರೈಕೆಯನ್ನು ಉತ್ತಮಪಡಿಸಲು ಮತ್ತು ಔಷಧಿಗಳನ್ನು ಸುರಕ್ಷಿತವಾಗಿ ಬಳಸಲಾಗಿದೆಯೇ ಎಂದು ಖಚಿತಪಡಿಸಿಕೊಳ್ಳಲು ನಿರಂತರ ಮೇಲ್ವಿಚಾರಣೆ ಅಗತ್ಯ ಎಂದರು.: [196, 2074, 372, 2266]
paragraph: ಮನೆಯ ಬಡತನದ ನಡುವೆ ಹತ್ತು ವರ್ಷ ಆಗುವವರೆಗೂ ಅವರು ಅಜ್ಜನ ಮನೆಯಲ್ಲೇ ಇದ್ದರು. ಆ ವೇಳೆಗೆ ಅವರು ಮಿರ್ಜಾಪುರಕ್ಕೆ ಹೋದರು. ಆ ಊರಿನಲ್ಲಿ ಪ್ರೌಢಶಾಲೆ ಇಲ್ಲದ ಕಾರಣ ಬಹಾದೂರರನ್ನು ಮುಂದೆ ಓದಲು ವಾರಾಣಸಿಗೆ (ಕಾಶಿ) ಕಳುಹಿಸಿದರು.: [314, 287, 597, 392]
paragraph: 1965ರಲ್ಲಿ ಪಾಕಿಸ್ತಾನ ಭಾರತದ ದುರ್ಬಲತೆಯ ಲಾಭ ಪಡೆಯಲು ಮುಂದಾದಾಗ ಮೃದು ಸ್ವಭಾವದ ಲಾಲ್ ಬಹದ್ದೂರ್ ಸಂದರ್ಭಕ್ಕೆ ಏರಿದರು; ಸೈನ್ಯವನ್ನು ಧೈರ್ಯದಿಂದ ಮುನ್ನಡೆಸಿದರು. 'ಜೈ ಜವಾನ್, ಜೈ ಕಿಸಾನ್' ಘೋಷಣೆಯನ್ನು ಮೊಳಗಿಸಿ ಯೋಧರು ಮತ್ತು ರೈತರಲ್ಲಿ ಹೊಸ ಚೈತನ್ಯ ತುಂಬಿದರು; ಪಾಕಿಸ್ತಾನ ಯುದ್ಧದಲ್ಲಿ ಸೋತಿತು, ಭಾರತೀಯರ ನಾಯಕತ್ವವನ್ನು ಜಗತ್ತು ಪ್ರಶಂಸಿಸಲಾಯಿತು.: [913, 394, 1196, 565]
paragraph: ವಿವಿಧ ಗ್ರಾಮಗಳಲ್ಲಿ ವ್ಯಸನಮುಕ್ತ ಸಮಾಜ ನಿರ್ಮಾಣ ಕುರಿತು ಜಾಗೃತಿ ಮೂಡಿಸಲಾಗುವುದು; ಮಾದಕ ವಸ್ತುಗಳ ದುಷ್ಪರಿಣಾಮ ಕುರಿತ ಬೀದಿನಾಟಕ ನಡೆಯಲಿದೆ ಎಂದರು.: [758, 1987, 928, 2092]
paragraph: ಮುರಳೀಧರಹಾಲಂಕ್, ಎಸ್.ಪಿ. ಸಂದೀಪ್, ಶಾಂತಿವೀರಣ್ಣ, ಲೋಕೇಶ್ ಅವರು ಉಪಸ್ಥಿತರಿದ್ದರು.: [1329, 1806, 1497, 1890]
paragraph: ಲಾಲ್ ಬಹದ್ದೂರ್ ಅವರ ಹಳ್ಳಿಯ ಪಕ್ಕದ ಮಿರ್ಜಾಪುರದ ಲಲಿತಾ ದೇವಿಯವರನ್ನು 1927ರಲ್ಲಿ ಅವರು ವಿವಾಹವಾದರು. ವರದಕ್ಷಿಣೆಯ ವಿಚಾರವನ್ನು ಹೊರತುಪಡಿಸಿ ಉಳಿದೆಲ್ಲಾ ವಿಚಾರಗಳಲ್ಲಿ ವಿವಾಹ ಸಾಂಪ್ರದಾಯಿಕವಾಗಿತ್ತು; ಇದಕ್ಕಿಂತ ಹೆಚ್ಚಿನದೇನನ್ನೂ ಸ್ವೀಕರಿಸಲಿಲ್ಲ.: [613, 233, 896, 338]
